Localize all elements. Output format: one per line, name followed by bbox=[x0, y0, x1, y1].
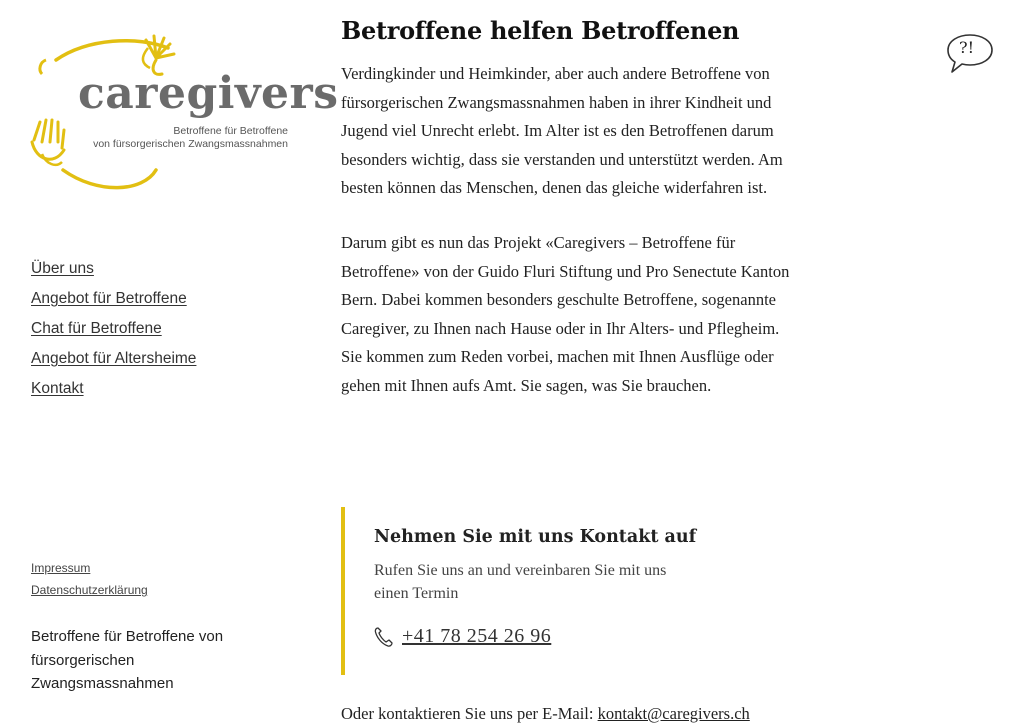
contact-heading: Nehmen Sie mit uns Kontakt auf bbox=[374, 527, 697, 547]
phone-icon bbox=[374, 626, 394, 648]
project-paragraph: Darum gibt es nun das Projekt «Caregivers – Betroffene für Betroffene» von der Guido Fluri Stiftung und Pro Senectute Kanton Bern. Dabei kommen besonders geschulte Betroffene, sogenannte Caregiver, zu Ihnen nach Hause oder in Ihr Alters- und Pflegheim. Sie kommen zum Reden vorbei, machen mit Ihnen Ausflüge oder gehen mit Ihnen aufs Amt. Sie sagen, was Sie brauchen. bbox=[341, 232, 790, 395]
nav-item-chat-betroffene[interactable]: Chat für Betroffene bbox=[31, 320, 162, 337]
email-prefix: Oder kontaktieren Sie uns per E-Mail: bbox=[341, 704, 598, 723]
logo-subtitle-line1: Betroffene für Betroffene bbox=[173, 125, 288, 137]
privacy-link[interactable]: Datenschutzerklärung bbox=[31, 583, 148, 597]
contact-note: Rufen Sie uns an und vereinbaren Sie mit uns einen Termin bbox=[374, 562, 667, 602]
phone-link[interactable]: +41 78 254 26 96 bbox=[402, 625, 552, 647]
main-nav bbox=[31, 260, 196, 410]
logo-wordmark: caregivers bbox=[78, 68, 339, 119]
legal-links bbox=[31, 557, 148, 601]
nav-item-angebot-altersheime[interactable]: Angebot für Altersheime bbox=[31, 350, 197, 367]
email-line bbox=[341, 704, 750, 724]
logo-subtitle-line2: von fürsorgerischen Zwangsmassnahmen bbox=[93, 138, 288, 150]
page-title: Betroffene helfen Betroffenen bbox=[341, 16, 740, 45]
main-content bbox=[341, 16, 791, 401]
help-glyph: ?! bbox=[959, 38, 975, 57]
nav-item-angebot-betroffene[interactable]: Angebot für Betroffene bbox=[31, 290, 187, 307]
nav-item-kontakt[interactable]: Kontakt bbox=[31, 380, 84, 397]
contact-callout bbox=[341, 507, 765, 675]
logo-subtitle bbox=[78, 125, 288, 151]
impressum-link[interactable]: Impressum bbox=[31, 561, 91, 575]
help-button[interactable] bbox=[946, 33, 994, 75]
nav-item-ueber-uns[interactable]: Über uns bbox=[31, 260, 94, 277]
intro-paragraph: Verdingkinder und Heimkinder, aber auch andere Betroffene von fürsorgerischen Zwangsmassnahmen haben in ihrer Kindheit und Jugend viel Unrecht erlebt. Im Alter ist es den Betroffenen darum besonders wichtig, dass sie verstanden und unterstützt werden. Am besten können das Menschen, denen das gleiche widerfahren ist. bbox=[341, 64, 783, 198]
sidebar bbox=[0, 0, 339, 724]
email-link[interactable]: kontakt@caregivers.ch bbox=[597, 704, 750, 723]
logo-link[interactable] bbox=[28, 30, 339, 195]
phone-row bbox=[374, 625, 551, 648]
footer-tagline: Betroffene für Betroffene von fürsorgerischen Zwangsmassnahmen bbox=[31, 628, 224, 692]
